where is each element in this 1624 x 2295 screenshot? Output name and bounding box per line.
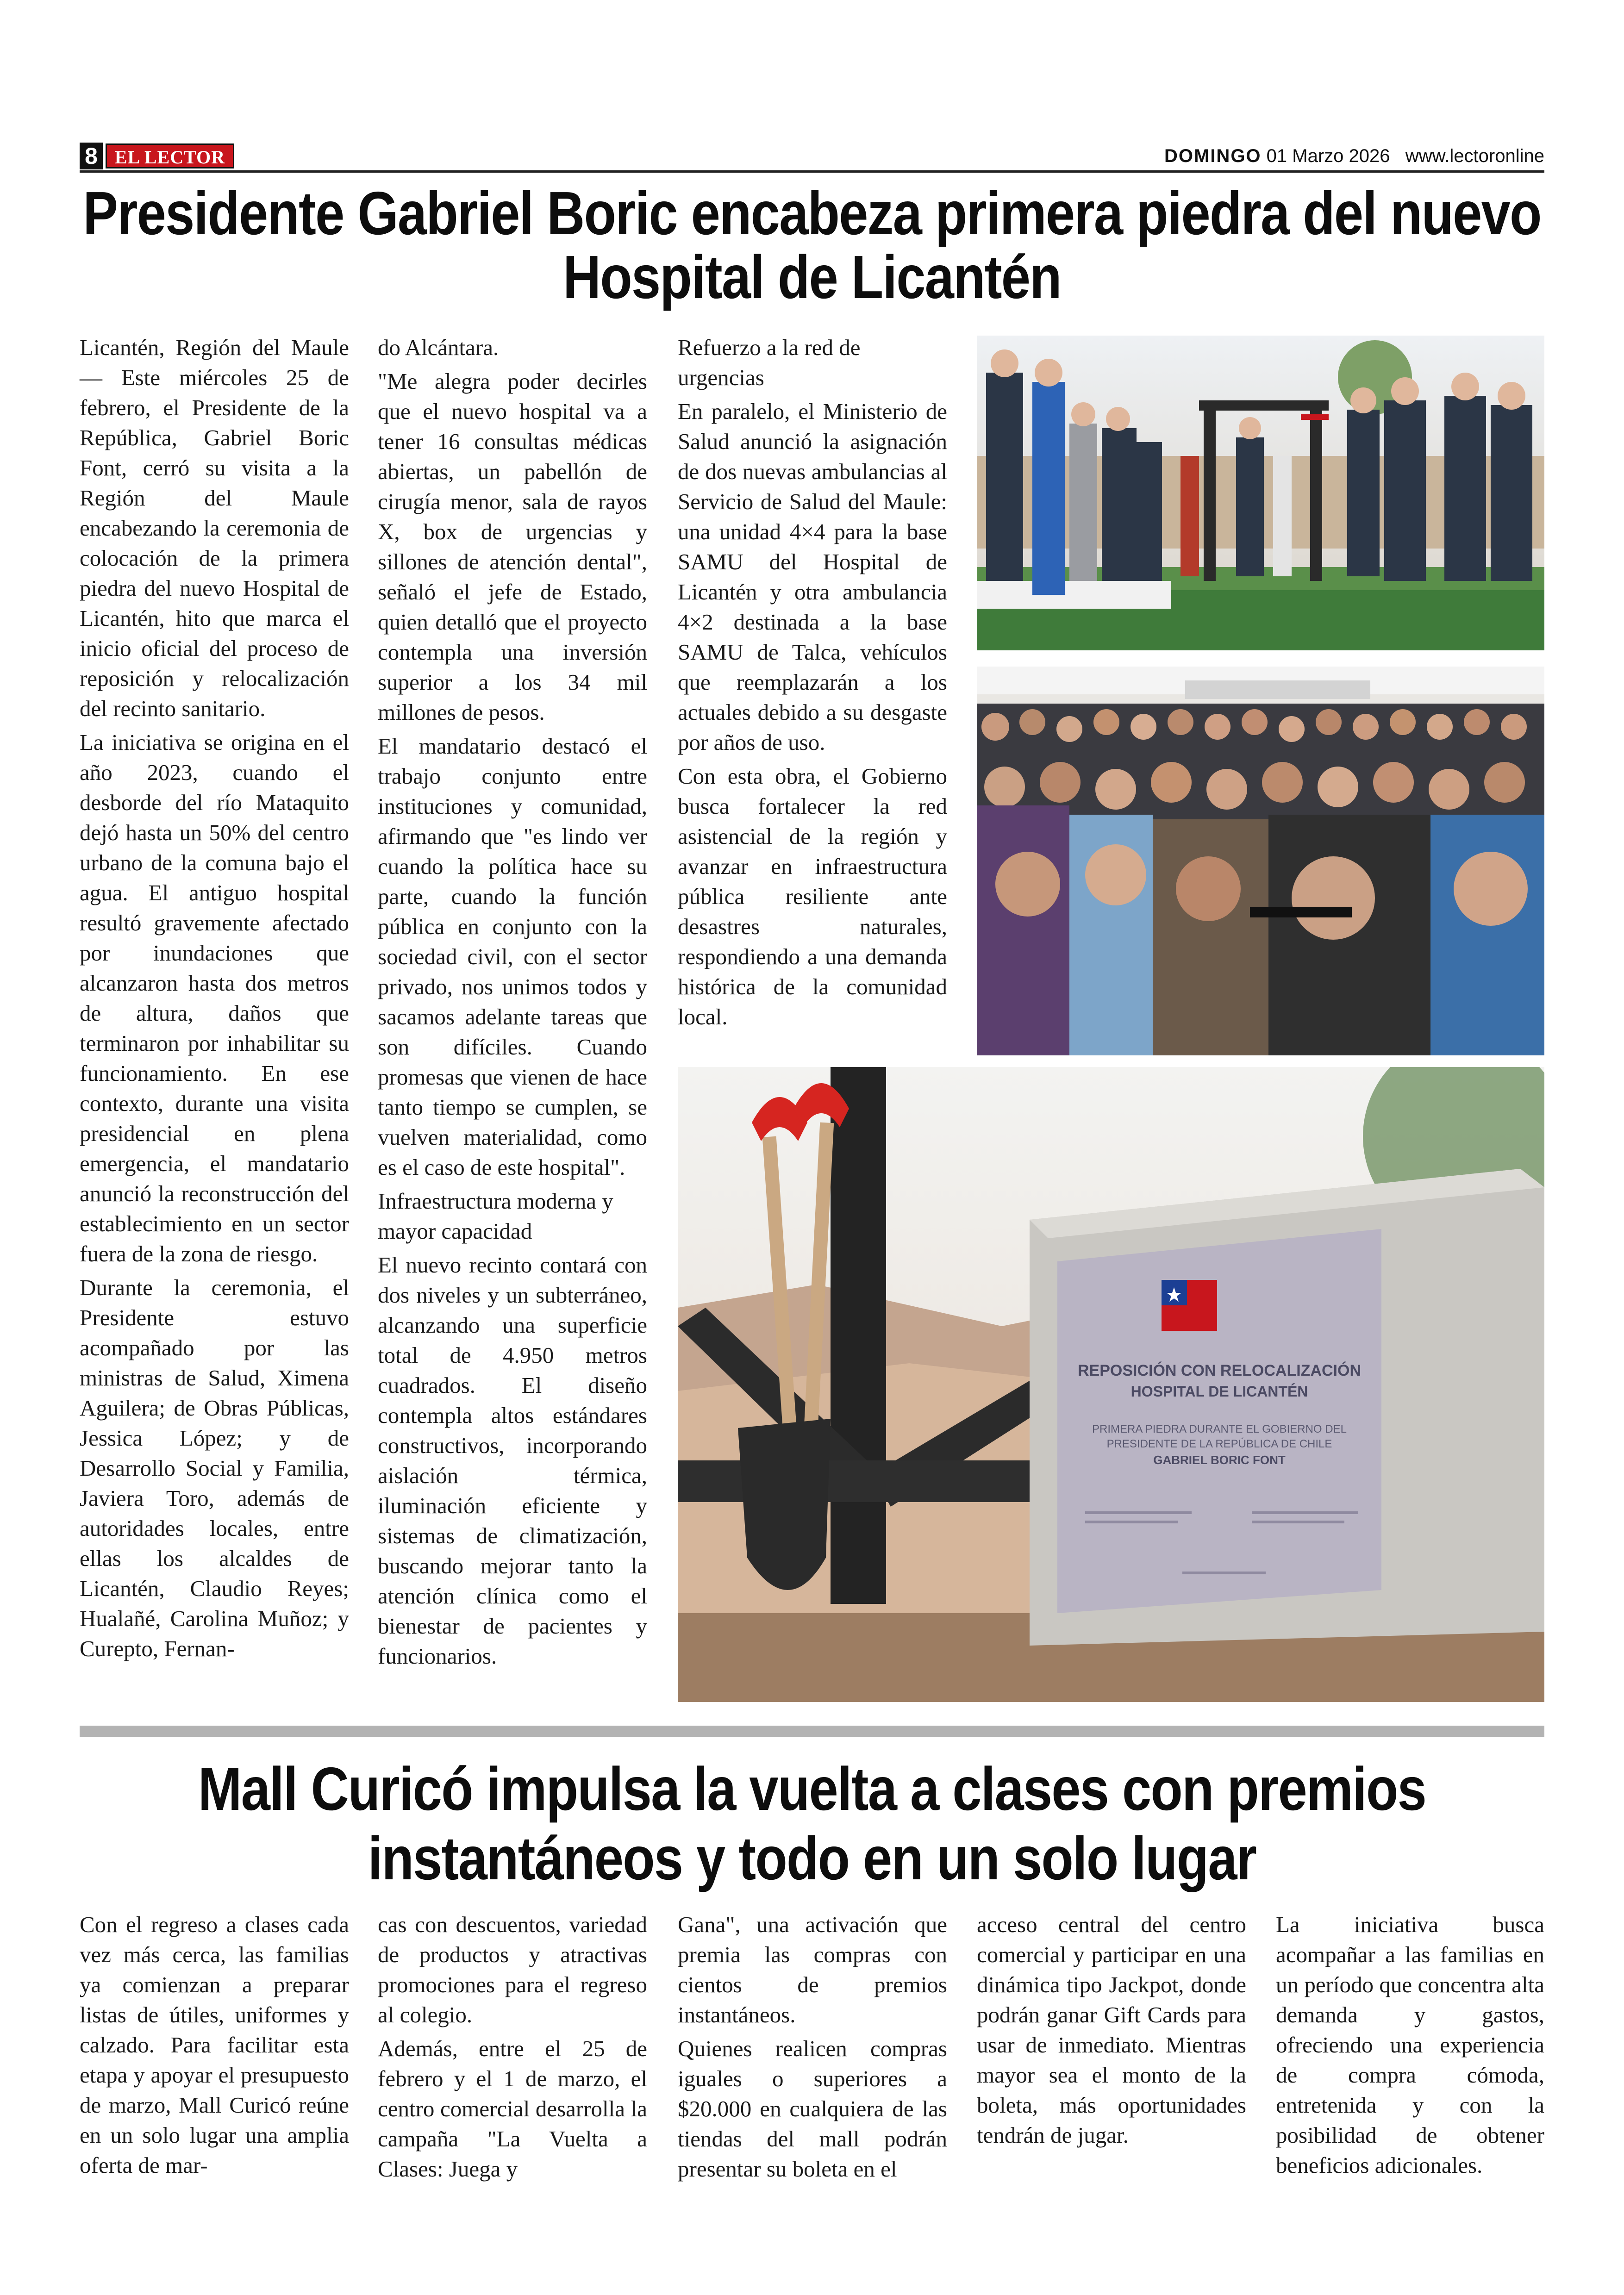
paragraph: Durante la ceremonia, el Presidente estuvo acompañado por las ministras de Salud, Ximena Aguilera; de Obras Públicas, Jessica López; y de Desarrollo Social y Familia, Javiera Toro, además de autoridades locales, entre ellas los alcaldes de Licantén, Claudio Reyes; Hualañé, Carolina Muñoz; y Curepto, Fernan- <box>80 1275 349 1661</box>
article1-column-3 <box>678 332 947 1035</box>
photo-crowd-audience <box>977 667 1544 1055</box>
article2-headline: Mall Curicó impulsa la vuelta a clases con premios instantáneos y todo en un solo lugar <box>198 1755 1426 1892</box>
paragraph: acceso central del centro comercial y participar en una dinámica tipo Jackpot, donde podrán ganar Gift Cards para usar de inmediato. Mientras mayor sea el monto de la boleta, más oportunidades tendrán de jugar. <box>977 1912 1246 2148</box>
article1-headline: Presidente Gabriel Boric encabeza primera piedra del nuevo Hospital de Licantén <box>83 179 1541 311</box>
article1-column-2 <box>378 332 647 1675</box>
photo-cornerstone-plaque <box>678 1067 1544 1702</box>
paragraph: Con esta obra, el Gobierno busca fortalecer la red asistencial de la región y avanzar en infraestructura pública resiliente ante desastres naturales, respondiendo a una demanda histórica de la comunidad local. <box>678 763 947 1029</box>
plaque-line-1: REPOSICIÓN CON RELOCALIZACIÓN <box>1077 1362 1362 1379</box>
website-link[interactable]: www.lectoronline <box>1405 146 1544 166</box>
paragraph: cas con descuentos, variedad de productos y atractivas promociones para el regreso al colegio. <box>378 1912 647 2027</box>
newspaper-logo: EL LECTOR <box>106 143 234 168</box>
dateline <box>1164 143 1544 169</box>
paragraph: La iniciativa se origina en el año 2023, cuando el desborde del río Mataquito dejó hasta un 50% del centro urbano de la comuna bajo el agua. El antiguo hospital resultó gravemente afectado por inundaciones que alcanzaron hasta dos metros de altura, daños que terminaron por inhabilitar su funcionamiento. En ese contexto, durante una visita presidencial en plena emergencia, el mandatario anunció la reconstrucción del establecimiento en un sector fuera de la zona de riesgo. <box>80 730 349 1266</box>
subheading: Infraestructura moderna y mayor capacidad <box>378 1188 613 1244</box>
plaque-line-5: GABRIEL BORIC FONT <box>1153 1453 1286 1467</box>
article2-column-2 <box>378 1909 647 2188</box>
article2-column-4 <box>977 1909 1246 2154</box>
paragraph: "Me alegra poder decirles que el nuevo hospital va a tener 16 consultas médicas abiertas, un pabellón de cirugía menor, sala de rayos X, box de urgencias y sillones de atención dental", señaló el jefe de Estado, quien detalló que el proyecto contempla una inversión superior a los 34 mil millones de pesos. <box>378 368 647 725</box>
page-number: 8 <box>80 143 103 169</box>
subheading: Refuerzo a la red de urgencias <box>678 335 861 390</box>
photo-officials-ceremony <box>977 336 1544 650</box>
paragraph: Gana", una activación que premia las compras con cientos de premios instantáneos. <box>678 1912 947 2027</box>
paragraph: Con el regreso a clases cada vez más cerca, las familias ya comienzan a preparar listas de útiles, uniformes y calzado. Para facilitar esta etapa y apoyar el presupuesto de marzo, Mall Curicó reúne en un solo lugar una amplia oferta de mar- <box>80 1912 349 2178</box>
header-rule <box>80 170 1544 173</box>
article1-column-1 <box>80 332 349 1667</box>
paragraph: La iniciativa busca acompañar a las familias en un período que concentra alta demanda y gastos, ofreciendo una experiencia de compra cómoda, entretenida y con la posibilidad de obtener beneficios adicionales. <box>1276 1912 1544 2178</box>
paragraph: Además, entre el 25 de febrero y el 1 de marzo, el centro comercial desarrolla la campaña "La Vuelta a Clases: Juega y <box>378 2036 647 2182</box>
article2-column-5 <box>1276 1909 1544 2184</box>
article2-column-1 <box>80 1909 349 2184</box>
day-label: DOMINGO <box>1164 146 1262 166</box>
plaque-line-4: PRESIDENTE DE LA REPÚBLICA DE CHILE <box>1106 1438 1332 1450</box>
article2-column-3 <box>678 1909 947 2188</box>
paragraph: do Alcántara. <box>378 335 499 360</box>
date-label: 01 Marzo 2026 <box>1266 146 1390 166</box>
paragraph: Quienes realicen compras iguales o superiores a $20.000 en cualquiera de las tiendas del mall podrán presentar su boleta en el <box>678 2036 947 2182</box>
plaque-line-2: HOSPITAL DE LICANTÉN <box>1131 1383 1308 1400</box>
paragraph: El nuevo recinto contará con dos niveles y un subterráneo, alcanzando una superficie total de 4.950 metros cuadrados. El diseño contempla altos estándares constructivos, incorporando aislación térmica, iluminación eficiente y sistemas de climatización, buscando mejorar tanto la atención clínica como el bienestar de pacientes y funcionarios. <box>378 1252 647 1669</box>
paragraph: En paralelo, el Ministerio de Salud anunció la asignación de dos nuevas ambulancias al Servicio de Salud del Maule: una unidad 4×4 para la base SAMU del Hospital de Licantén y otra ambulancia 4×2 destinada a la base SAMU de Talca, vehículos que reemplazarán a los actuales debido a su desgaste por años de uso. <box>678 399 947 755</box>
plaque-line-3: PRIMERA PIEDRA DURANTE EL GOBIERNO DEL <box>1092 1423 1347 1435</box>
paragraph: El mandatario destacó el trabajo conjunto entre instituciones y comunidad, afirmando que "es lindo ver cuando la política hace su parte, cuando la función pública en conjunto con la sociedad civil, con el sector privado, nos unimos todos y sacamos adelante tareas que son difíciles. Cuando promesas que vienen de hace tanto tiempo se cumplen, se vuelven materialidad, como es el caso de este hospital". <box>378 733 647 1180</box>
paragraph: Licantén, Región del Maule — Este miércoles 25 de febrero, el Presidente de la República, Gabriel Boric Font, cerró su visita a la Región del Maule encabezando la ceremonia de colocación de la primera piedra del nuevo Hospital de Licantén, hito que marca el inicio oficial del proceso de reposición y relocalización del recinto sanitario. <box>80 335 349 721</box>
section-divider <box>80 1726 1544 1737</box>
